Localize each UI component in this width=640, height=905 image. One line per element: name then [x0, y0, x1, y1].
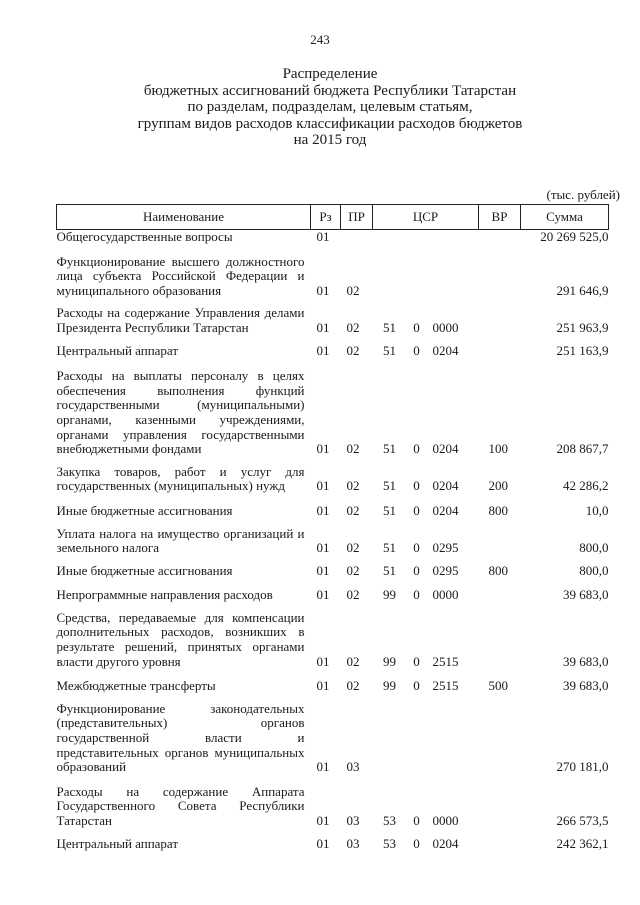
cell-c1: 99: [383, 653, 396, 669]
cell-c1: [373, 245, 407, 299]
cell-sum: 39 683,0: [563, 587, 609, 603]
cell-c3: 0295: [432, 562, 459, 578]
cell-pr: 02: [346, 441, 360, 457]
cell-vr: [479, 230, 521, 245]
cell-rz: 01: [316, 342, 330, 358]
cell-c2: 0: [413, 502, 420, 518]
cell-c3: [427, 230, 479, 245]
cell-pr: 03: [346, 759, 360, 775]
cell-vr: 100: [488, 441, 508, 457]
cell-rz: 01: [316, 678, 330, 694]
cell-c3: 0000: [432, 813, 459, 828]
cell-name: Расходы на содержание Управления делами Президента Республики Татарстан: [56, 305, 305, 335]
cell-sum: 800,0: [579, 562, 609, 578]
cell-sum: 800,0: [579, 540, 609, 556]
cell-c2: 0: [413, 813, 420, 828]
header-name: Наименование: [57, 205, 311, 230]
cell-name: Функционирование высшего должностного лица субъекта Российской Федерации и муниципального образования: [56, 253, 305, 298]
cell-rz: 01: [316, 813, 330, 828]
table-row: [57, 829, 609, 852]
cell-sum: 208 867,7: [556, 441, 609, 457]
table-row: [57, 556, 609, 579]
cell-pr: 02: [346, 502, 360, 518]
cell-c2: 0: [413, 319, 420, 335]
cell-sum: 291 646,9: [556, 282, 609, 298]
title-line: на 2015 год: [293, 132, 367, 148]
table-row: [57, 245, 609, 299]
table-row: [57, 457, 609, 494]
cell-vr: [479, 603, 521, 669]
cell-vr: [479, 519, 521, 556]
cell-pr: 02: [346, 562, 360, 578]
cell-c2: 0: [413, 587, 420, 603]
cell-rz: 01: [316, 562, 330, 578]
cell-c1: 51: [383, 502, 396, 518]
table-row: [57, 230, 609, 245]
cell-rz: 01: [316, 540, 330, 556]
cell-pr: 03: [346, 813, 360, 828]
table-header-row: [57, 205, 609, 230]
page-number: 243: [310, 32, 330, 47]
cell-sum: 266 573,5: [556, 813, 609, 828]
cell-name: Уплата налога на имущество организаций и земельного налога: [56, 525, 305, 556]
cell-c3: 0000: [432, 587, 459, 603]
cell-vr: 500: [488, 678, 508, 694]
cell-c2: [407, 245, 427, 299]
cell-pr: 02: [346, 653, 360, 669]
cell-vr: [479, 694, 521, 775]
cell-c3: 0000: [432, 319, 459, 335]
cell-c3: 0295: [432, 540, 459, 556]
cell-pr: 02: [346, 478, 360, 494]
cell-pr: 02: [346, 587, 360, 603]
cell-pr: 02: [346, 282, 360, 298]
cell-name: Расходы на выплаты персоналу в целях обеспечения выполнения функций государственными (муниципальными) органами, казенными учреждениями, органами управления государственными внебюджетными фондами: [56, 368, 305, 457]
cell-c1: 51: [383, 478, 396, 494]
cell-name: Общегосударственные вопросы: [56, 229, 233, 244]
cell-c2: 0: [413, 835, 420, 851]
table-row: [57, 298, 609, 335]
cell-c2: 0: [413, 678, 420, 694]
cell-pr: 02: [346, 319, 360, 335]
header-csr: ЦСР: [373, 205, 479, 230]
cell-c2: 0: [413, 562, 420, 578]
cell-c3: 0204: [432, 441, 459, 457]
cell-vr: 800: [488, 502, 508, 518]
cell-rz: 01: [316, 229, 330, 244]
cell-c3: 0204: [432, 342, 459, 358]
cell-c2: 0: [413, 441, 420, 457]
cell-rz: 01: [316, 319, 330, 335]
table-row: [57, 603, 609, 669]
table-row: [57, 669, 609, 694]
cell-c3: 2515: [432, 678, 459, 694]
cell-rz: 01: [316, 282, 330, 298]
table-body: [57, 230, 609, 852]
title-line: по разделам, подразделам, целевым статьям,: [187, 99, 473, 115]
cell-c1: 51: [383, 540, 396, 556]
cell-sum: 270 181,0: [556, 759, 609, 775]
cell-sum: 251 163,9: [556, 342, 609, 358]
cell-c3: 0204: [432, 835, 459, 851]
header-pr: ПР: [341, 205, 373, 230]
table-row: [57, 494, 609, 519]
cell-rz: 01: [316, 502, 330, 518]
cell-c1: 51: [383, 342, 396, 358]
cell-vr: [479, 829, 521, 852]
table-row: [57, 694, 609, 775]
cell-c1: 51: [383, 319, 396, 335]
cell-rz: 01: [316, 653, 330, 669]
header-sum: Сумма: [521, 205, 609, 230]
cell-c1: [373, 694, 407, 775]
cell-pr: 02: [346, 342, 360, 358]
cell-c1: 51: [383, 441, 396, 457]
title-line: группам видов расходов классификации расходов бюджетов: [137, 115, 523, 132]
table-row: [57, 358, 609, 457]
cell-c1: 99: [383, 678, 396, 694]
cell-c1: 51: [383, 562, 396, 578]
cell-name: Иные бюджетные ассигнования: [56, 562, 233, 578]
cell-sum: 20 269 525,0: [540, 229, 609, 244]
table-row: [57, 775, 609, 829]
table-row: [57, 519, 609, 556]
budget-table: [56, 204, 609, 851]
cell-c1: 53: [383, 813, 396, 828]
header-rz: Рз: [311, 205, 341, 230]
units-label: (тыс. рублей): [546, 187, 620, 202]
cell-c3: 0204: [432, 502, 459, 518]
cell-vr: [479, 578, 521, 603]
document-title: [70, 66, 590, 149]
cell-sum: 39 683,0: [563, 678, 609, 694]
table-row: [57, 578, 609, 603]
cell-vr: [479, 775, 521, 829]
cell-name: Закупка товаров, работ и услуг для государственных (муниципальных) нужд: [56, 463, 305, 494]
cell-c3: [427, 694, 479, 775]
cell-sum: 42 286,2: [563, 478, 609, 494]
cell-vr: 800: [488, 562, 508, 578]
cell-rz: 01: [316, 587, 330, 603]
header-vr: ВР: [479, 205, 521, 230]
cell-c3: [427, 245, 479, 299]
cell-name: Центральный аппарат: [56, 342, 179, 358]
table-row: [57, 336, 609, 359]
cell-rz: 01: [316, 441, 330, 457]
cell-vr: [479, 245, 521, 299]
cell-c2: 0: [413, 342, 420, 358]
cell-c1: 99: [383, 587, 396, 603]
cell-c2: 0: [413, 653, 420, 669]
cell-c2: 0: [413, 540, 420, 556]
cell-sum: 251 963,9: [556, 319, 609, 335]
cell-vr: 200: [488, 478, 508, 494]
cell-c2: [407, 694, 427, 775]
cell-pr: 03: [346, 835, 360, 851]
title-line: бюджетных ассигнований бюджета Республики Татарстан: [143, 82, 517, 99]
cell-c3: 2515: [432, 653, 459, 669]
cell-name: Центральный аппарат: [56, 835, 179, 851]
cell-pr: 02: [346, 678, 360, 694]
cell-sum: 242 362,1: [556, 835, 609, 851]
title-line: Распределение: [282, 66, 378, 82]
cell-vr: [479, 298, 521, 335]
cell-c2: [407, 230, 427, 245]
cell-pr: 02: [346, 540, 360, 556]
cell-name: Межбюджетные трансферты: [56, 678, 216, 694]
cell-vr: [479, 336, 521, 359]
cell-c1: 53: [383, 835, 396, 851]
cell-sum: 39 683,0: [563, 653, 609, 669]
cell-name: Иные бюджетные ассигнования: [56, 502, 233, 518]
cell-c1: [373, 230, 407, 245]
cell-c3: 0204: [432, 478, 459, 494]
cell-rz: 01: [316, 835, 330, 851]
cell-rz: 01: [316, 759, 330, 775]
cell-name: Средства, передаваемые для компенсации дополнительных расходов, возникших в результате решений, принятых органами власти другого уровня: [56, 609, 305, 669]
cell-name: Расходы на содержание Аппарата Государственного Совета Республики Татарстан: [56, 783, 305, 828]
cell-pr: [341, 230, 373, 245]
cell-rz: 01: [316, 478, 330, 494]
cell-sum: 10,0: [585, 502, 609, 518]
cell-c2: 0: [413, 478, 420, 494]
cell-name: Непрограммные направления расходов: [56, 587, 273, 603]
cell-name: Функционирование законодательных (представительных) органов государственной власти и представительных органов муниципальных образований: [56, 700, 305, 775]
